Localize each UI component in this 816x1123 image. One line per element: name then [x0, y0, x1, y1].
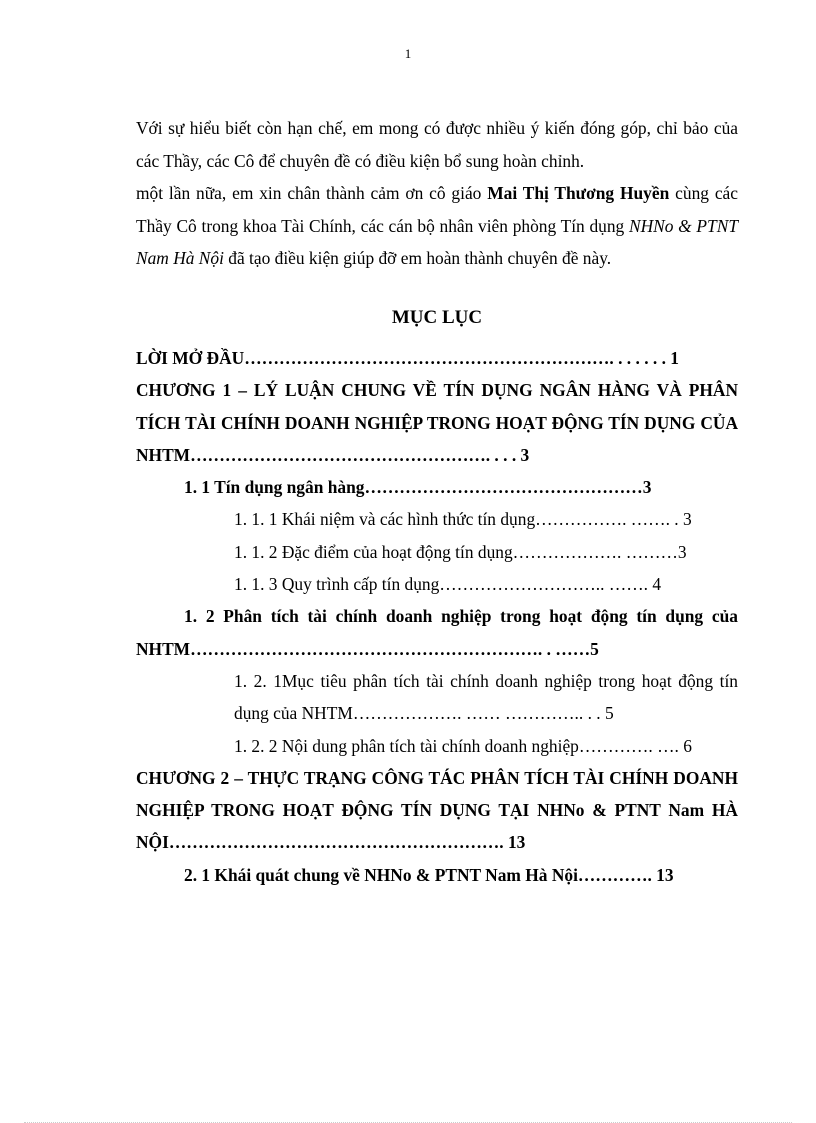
toc-entry-chapter-1: CHƯƠNG 1 – LÝ LUẬN CHUNG VỀ TÍN DỤNG NGÂN HÀNG VÀ PHÂN TÍCH TÀI CHÍNH DOANH NGHIỆP TRONG HOẠT ĐỘNG TÍN DỤNG CỦA NHTM……………………………………………. . . . 3	[136, 380, 738, 465]
intro-line-1: Với sự hiểu biết còn hạn chế, em mong có được nhiều ý kiến đóng góp, chỉ bảo của các Thầy, các Cô để chuyên đề có điều kiện bổ sung hoàn chỉnh.	[136, 118, 738, 171]
toc-entry-1-1: 1. 1 Tín dụng ngân hàng…………………………………………3	[184, 477, 652, 498]
toc-entry-2-1: 2. 1 Khái quát chung về NHNo & PTNT Nam Hà Nội…………. 13	[184, 864, 674, 885]
intro-line-2-pre: một lần nữa, em xin chân thành cảm ơn cô giáo	[136, 183, 488, 203]
intro-line-2	[136, 177, 738, 275]
toc-entry-1-2-1: 1. 2. 1Mục tiêu phân tích tài chính doanh nghiệp trong hoạt động tín dụng của NHTM………………. …… ………….. . . 5	[234, 670, 738, 724]
page-number: 1	[404, 46, 412, 61]
intro-paragraphs	[136, 112, 738, 275]
teacher-name: Mai Thị Thương Huyền	[487, 183, 670, 203]
toc-title: MỤC LỤC	[391, 307, 483, 328]
table-of-contents	[136, 342, 738, 891]
intro-line-2-mid: cùng các Thầy Cô trong khoa Tài Chính, các cán bộ nhân viên phòng Tín dụng	[136, 183, 738, 236]
toc-entry-1-2-2: 1. 2. 2 Nội dung phân tích tài chính doanh nghiệp…………. …. 6	[234, 735, 692, 756]
bank-name: NHNo & PTNT Nam Hà Nội	[136, 215, 738, 268]
toc-entry-1-1-3: 1. 1. 3 Quy trình cấp tín dụng……………………….. ……. 4	[234, 574, 662, 595]
toc-entry-1-1-1: 1. 1. 1 Khái niệm và các hình thức tín dụng……………. ……. . 3	[234, 509, 692, 530]
intro-line-2-post: đã tạo điều kiện giúp đỡ em hoàn thành chuyên đề này.	[223, 248, 612, 268]
toc-entry-intro: LỜI MỞ ĐẦU………………………………………………………. . . . . . . 1	[136, 348, 679, 368]
toc-entry-1-2: 1. 2 Phân tích tài chính doanh nghiệp trong hoạt động tín dụng của NHTM……………………………………………………. . ……5	[136, 606, 738, 659]
toc-entry-1-1-2: 1. 1. 2 Đặc điểm của hoạt động tín dụng………………. ………3	[234, 541, 687, 562]
toc-entry-chapter-2: CHƯƠNG 2 – THỰC TRẠNG CÔNG TÁC PHÂN TÍCH TÀI CHÍNH DOANH NGHIỆP TRONG HOẠT ĐỘNG TÍN DỤNG TẠI NHNo & PTNT Nam HÀ NỘI…………………………………………………. 13	[136, 767, 738, 853]
